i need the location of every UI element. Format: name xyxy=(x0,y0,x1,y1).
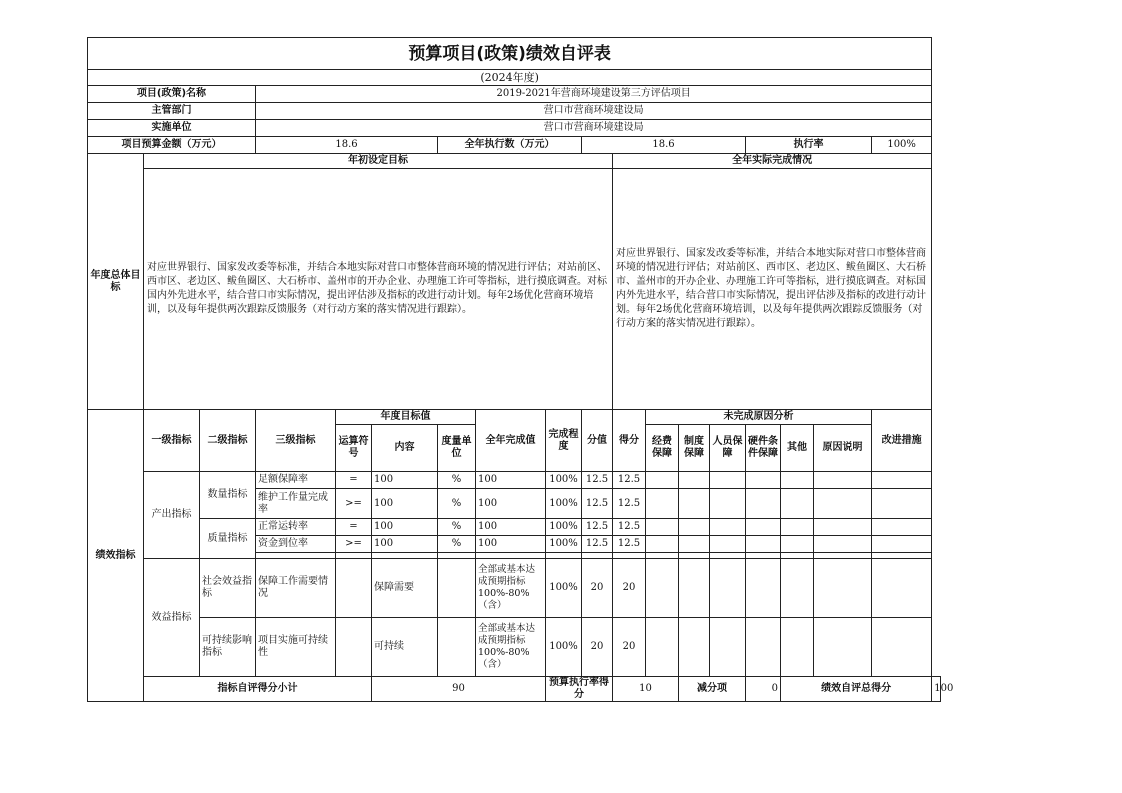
row-name: 足额保障率 xyxy=(256,472,336,489)
form-title: 预算项目(政策)绩效自评表 xyxy=(88,38,932,70)
rate-value: 100% xyxy=(872,137,932,154)
annual-goal-label: 年度总体目标 xyxy=(88,154,144,410)
row-max: 12.5 xyxy=(582,472,613,489)
project-name-value: 2019-2021年营商环境建设第三方评估项目 xyxy=(256,86,932,103)
row-max: 20 xyxy=(582,618,613,677)
evaluation-table xyxy=(87,37,954,702)
row-score: 20 xyxy=(613,559,646,618)
impl-value: 营口市营商环境建设局 xyxy=(256,120,932,137)
content-header: 内容 xyxy=(372,425,438,472)
row-max: 12.5 xyxy=(582,536,613,553)
subtotal-value: 90 xyxy=(372,677,546,702)
row-completion: 100% xyxy=(546,559,582,618)
table-row xyxy=(88,618,941,677)
row-score: 12.5 xyxy=(613,489,646,519)
reason-header: 原因说明 xyxy=(814,425,872,472)
total-value: 100 xyxy=(932,677,941,702)
total-label: 绩效自评总得分 xyxy=(781,677,932,702)
row-content: 可持续 xyxy=(372,618,438,677)
budget-value: 18.6 xyxy=(256,137,438,154)
rate-label: 执行率 xyxy=(746,137,872,154)
system-header: 制度保障 xyxy=(679,425,710,472)
score-header: 得分 xyxy=(613,410,646,472)
annual-target-header: 年度目标值 xyxy=(336,410,476,425)
row-score: 12.5 xyxy=(613,472,646,489)
sustain-group: 可持续影响指标 xyxy=(200,618,256,677)
impl-label: 实施单位 xyxy=(88,120,256,137)
actual-goal-text: 对应世界银行、国家发改委等标准，并结合本地实际对营口市整体营商环境的情况进行评估；对站前区、西市区、老边区、鲅鱼圈区、大石桥市、盖州市的开办企业、办理施工许可等指标，进行摸底调查。对标国内外先进水平，结合营口市实际情况，提出评估涉及指标的改进行动计划。每年2场优化营商环境培训，以及每年提供两次跟踪反馈服务（对行动方案的落实情况进行跟踪）。 xyxy=(613,169,932,410)
exec-label: 全年执行数（万元） xyxy=(438,137,582,154)
footer-row xyxy=(88,677,941,702)
row-content: 保障需要 xyxy=(372,559,438,618)
deduct-label: 减分项 xyxy=(679,677,746,702)
level1-header: 一级指标 xyxy=(144,410,200,472)
row-max: 12.5 xyxy=(582,489,613,519)
exec-score-label: 预算执行率得分 xyxy=(546,677,613,702)
row-name: 资金到位率 xyxy=(256,536,336,553)
row-completion: 100% xyxy=(546,618,582,677)
row-unit: % xyxy=(438,472,476,489)
personnel-header: 人员保障 xyxy=(710,425,746,472)
row-name: 项目实施可持续性 xyxy=(256,618,336,677)
unit-header: 度量单位 xyxy=(438,425,476,472)
table-row xyxy=(88,519,941,536)
row-completion: 100% xyxy=(546,489,582,519)
level2-header: 二级指标 xyxy=(200,410,256,472)
table-row xyxy=(88,559,941,618)
perf-indicator-label: 绩效指标 xyxy=(88,410,144,702)
table-row xyxy=(88,472,941,489)
actual-goal-header: 全年实际完成情况 xyxy=(613,154,932,169)
annual-value-header: 全年完成值 xyxy=(476,410,546,472)
exec-score-value: 10 xyxy=(613,677,679,702)
row-unit: % xyxy=(438,489,476,519)
row-unit: % xyxy=(438,519,476,536)
row-content: 100 xyxy=(372,489,438,519)
row-unit: % xyxy=(438,536,476,553)
row-operator: = xyxy=(336,472,372,489)
dept-value: 营口市营商环境建设局 xyxy=(256,103,932,120)
social-group: 社会效益指标 xyxy=(200,559,256,618)
row-content: 100 xyxy=(372,519,438,536)
row-name: 正常运转率 xyxy=(256,519,336,536)
row-content: 100 xyxy=(372,472,438,489)
row-operator: >= xyxy=(336,536,372,553)
row-operator xyxy=(336,618,372,677)
row-max: 12.5 xyxy=(582,519,613,536)
dept-label: 主管部门 xyxy=(88,103,256,120)
planned-goal-header: 年初设定目标 xyxy=(144,154,613,169)
row-completion: 100% xyxy=(546,536,582,553)
row-value: 全部或基本达成预期指标100%-80%（含） xyxy=(476,618,546,677)
funding-header: 经费保障 xyxy=(646,425,679,472)
row-value: 100 xyxy=(476,489,546,519)
row-unit xyxy=(438,618,476,677)
output-group: 产出指标 xyxy=(144,472,200,559)
planned-goal-text: 对应世界银行、国家发改委等标准，并结合本地实际对营口市整体营商环境的情况进行评估；对站前区、西市区、老边区、鲅鱼圈区、大石桥市、盖州市的开办企业、办理施工许可等指标，进行摸底调查。对标国内外先进水平，结合营口市实际情况，提出评估涉及指标的改进行动计划。每年2场优化营商环境培训，以及每年提供两次跟踪反馈服务（对行动方案的落实情况进行跟踪）。 xyxy=(144,169,613,410)
completion-header: 完成程度 xyxy=(546,410,582,472)
row-name: 保障工作需要情况 xyxy=(256,559,336,618)
form-year: (2024年度) xyxy=(88,70,932,86)
project-name-label: 项目(政策)名称 xyxy=(88,86,256,103)
budget-label: 项目预算金额（万元） xyxy=(88,137,256,154)
row-completion: 100% xyxy=(546,519,582,536)
score-value-header: 分值 xyxy=(582,410,613,472)
row-max: 20 xyxy=(582,559,613,618)
row-operator: >= xyxy=(336,489,372,519)
hardware-header: 硬件条件保障 xyxy=(746,425,781,472)
quantity-group: 数量指标 xyxy=(200,472,256,519)
benefit-group: 效益指标 xyxy=(144,559,200,677)
row-score: 12.5 xyxy=(613,519,646,536)
quality-group: 质量指标 xyxy=(200,519,256,559)
row-value: 100 xyxy=(476,519,546,536)
row-completion: 100% xyxy=(546,472,582,489)
row-value: 100 xyxy=(476,536,546,553)
improve-header: 改进措施 xyxy=(872,410,932,472)
subtotal-label: 指标自评得分小计 xyxy=(144,677,372,702)
exec-value: 18.6 xyxy=(582,137,746,154)
row-operator xyxy=(336,559,372,618)
row-score: 12.5 xyxy=(613,536,646,553)
deduct-value: 0 xyxy=(746,677,781,702)
row-unit xyxy=(438,559,476,618)
row-name: 维护工作量完成率 xyxy=(256,489,336,519)
row-value: 100 xyxy=(476,472,546,489)
row-value: 全部或基本达成预期指标100%-80%（含） xyxy=(476,559,546,618)
operator-header: 运算符号 xyxy=(336,425,372,472)
row-operator: = xyxy=(336,519,372,536)
row-score: 20 xyxy=(613,618,646,677)
unmet-analysis-header: 未完成原因分析 xyxy=(646,410,872,425)
level3-header: 三级指标 xyxy=(256,410,336,472)
row-content: 100 xyxy=(372,536,438,553)
other-header: 其他 xyxy=(781,425,814,472)
evaluation-form xyxy=(87,37,954,702)
